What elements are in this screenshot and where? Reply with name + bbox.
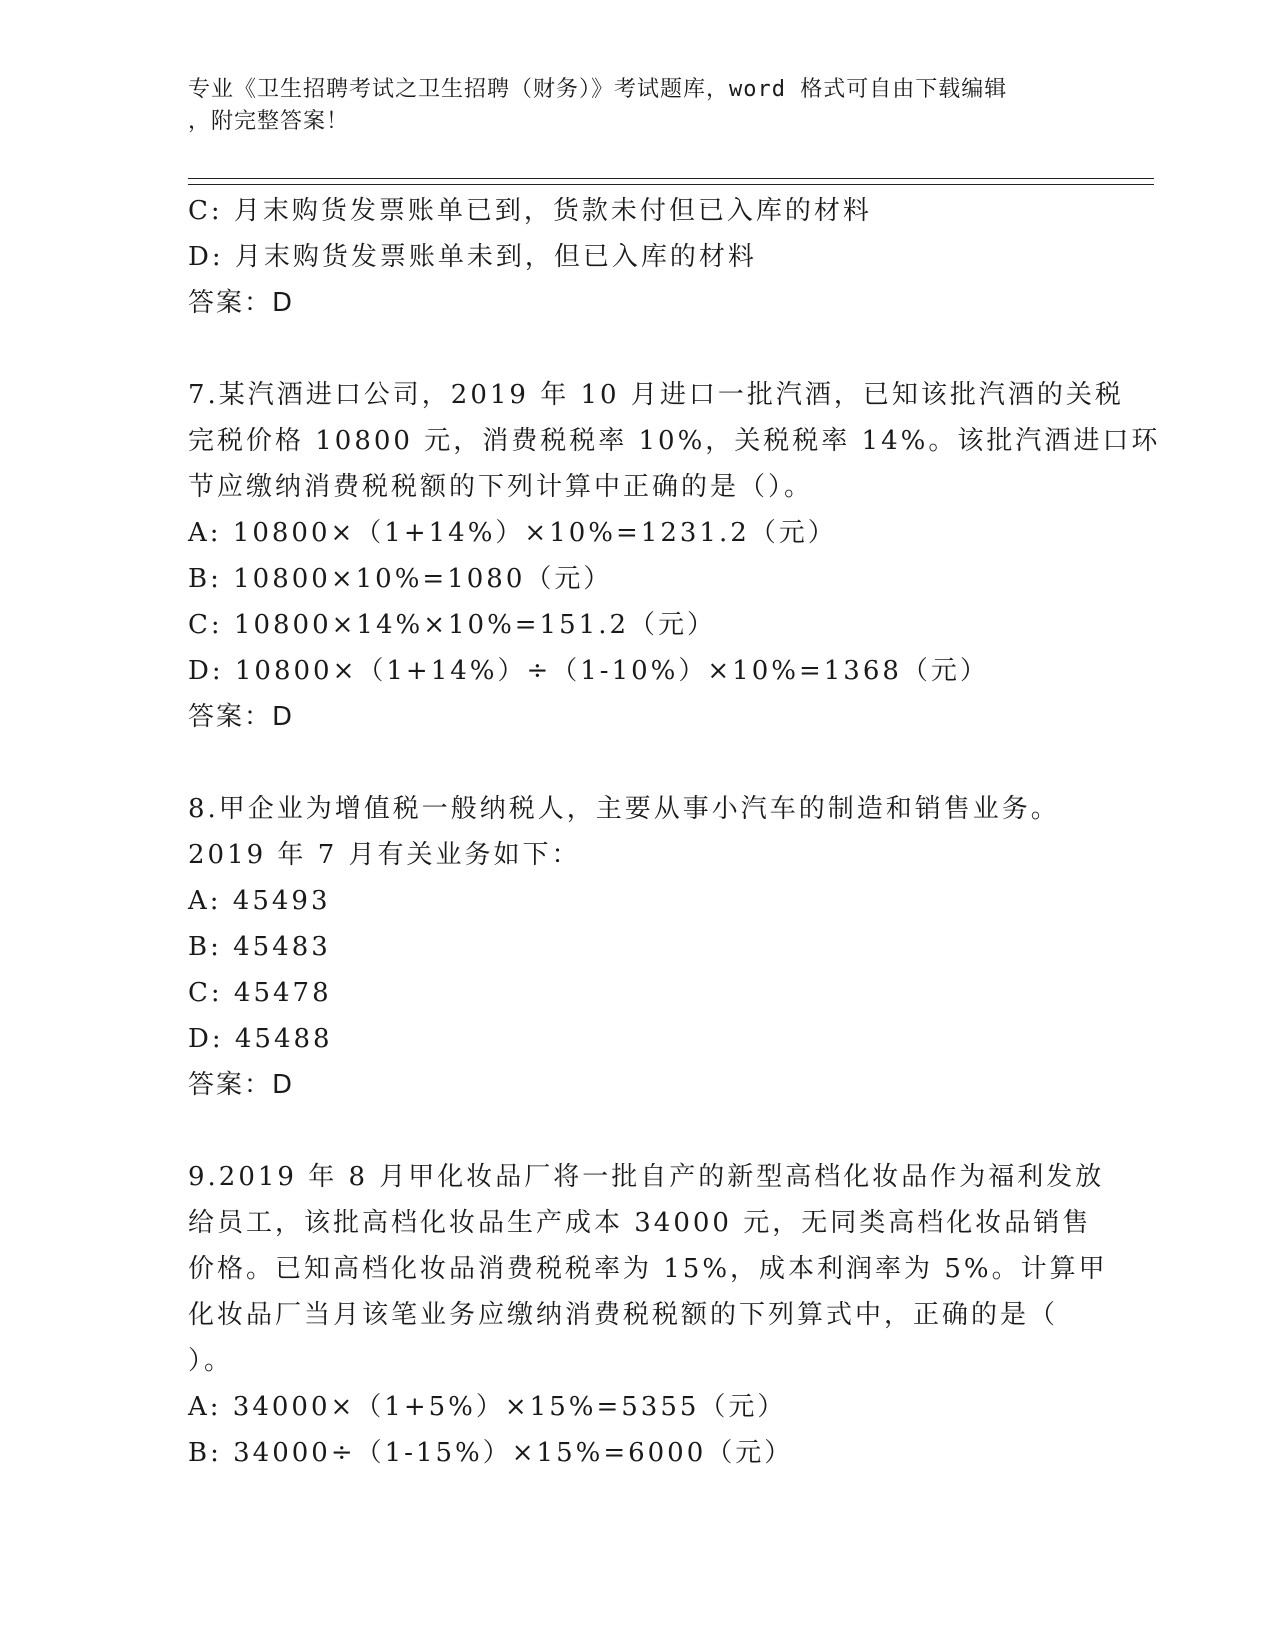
- question-text-line: 给员工，该批高档化妆品生产成本 34000 元，无同类高档化妆品销售: [188, 1208, 1092, 1238]
- option-d: D: 45488: [188, 1024, 333, 1054]
- option-d: D: 10800×（1+14%）÷（1-10%）×10%=1368（元）: [188, 656, 989, 686]
- question-text-line: 节应缴纳消费税税额的下列计算中正确的是（）。: [188, 472, 814, 502]
- option-c: C: 45478: [188, 978, 332, 1008]
- header-divider-top: [188, 178, 1154, 179]
- header-divider-bottom: [188, 184, 1154, 185]
- option-a: A: 45493: [188, 886, 331, 916]
- option-a: A: 10800×（1+14%）×10%=1231.2（元）: [188, 518, 837, 548]
- option-d: D: 月末购货发票账单未到，但已入库的材料: [188, 242, 757, 272]
- question-9: [188, 1154, 1108, 1476]
- question-text-line: 完税价格 10800 元，消费税税率 10%，关税税率 14%。该批汽酒进口环: [188, 426, 1161, 456]
- question-8: [188, 786, 1088, 1108]
- document-header: [188, 74, 1088, 138]
- question-text-line: ）。: [188, 1346, 234, 1376]
- question-text-line: 价格。已知高档化妆品消费税税率为 15%，成本利润率为 5%。计算甲: [188, 1254, 1108, 1284]
- option-c: C: 10800×14%×10%=151.2（元）: [188, 610, 716, 640]
- option-b: B: 45483: [188, 932, 331, 962]
- header-line-2: ，附完整答案！: [188, 109, 350, 134]
- answer-label: 答案：D: [188, 288, 295, 318]
- question-text-line: 7.某汽酒进口公司，2019 年 10 月进口一批汽酒，已知该批汽酒的关税: [188, 380, 1124, 410]
- question-6-tail: [188, 188, 1088, 326]
- header-line-1: 专业《卫生招聘考试之卫生招聘（财务）》考试题库，word 格式可自由下载编辑: [188, 77, 1008, 102]
- question-text-line: 2019 年 7 月有关业务如下：: [188, 840, 581, 870]
- question-7: [188, 372, 1161, 740]
- question-list: [188, 188, 1161, 1476]
- answer-label: 答案：D: [188, 702, 295, 732]
- question-text-line: 9.2019 年 8 月甲化妆品厂将一批自产的新型高档化妆品作为福利发放: [188, 1162, 1105, 1192]
- option-c: C: 月末购货发票账单已到，货款未付但已入库的材料: [188, 196, 872, 226]
- question-text-line: 化妆品厂当月该笔业务应缴纳消费税税额的下列算式中，正确的是（: [188, 1300, 1059, 1330]
- option-b: B: 10800×10%=1080（元）: [188, 564, 613, 594]
- answer-label: 答案：D: [188, 1070, 295, 1100]
- question-text-line: 8.甲企业为增值税一般纳税人，主要从事小汽车的制造和销售业务。: [188, 794, 1060, 824]
- option-a: A: 34000×（1+5%）×15%=5355（元）: [188, 1392, 787, 1422]
- option-b: B: 34000÷（1-15%）×15%=6000（元）: [188, 1438, 794, 1468]
